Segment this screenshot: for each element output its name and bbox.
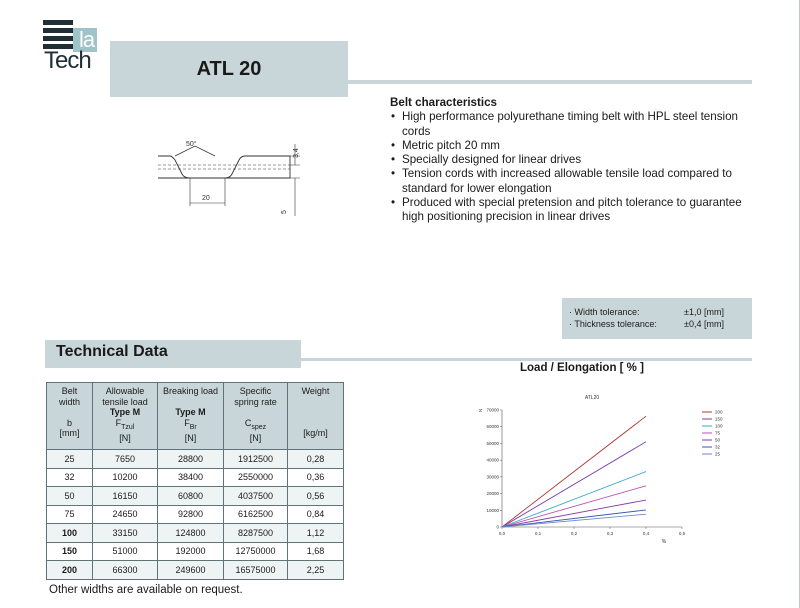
width-tolerance bbox=[569, 306, 752, 318]
belt-profile-drawing bbox=[150, 136, 305, 224]
legend-label: 50 bbox=[715, 437, 721, 443]
title-box bbox=[110, 41, 348, 97]
thickness-tolerance-label: · Thickness tolerance: bbox=[569, 319, 657, 329]
series-line-50 bbox=[502, 500, 646, 527]
company-logo bbox=[43, 20, 97, 72]
x-tick-label: 0,5 bbox=[678, 531, 686, 536]
characteristics-heading: Belt characteristics bbox=[390, 96, 497, 109]
col-belt-width: Belt width b [mm] bbox=[47, 383, 93, 450]
y-tick-label: 30000 bbox=[486, 474, 499, 480]
y-tick-label: 60000 bbox=[486, 424, 499, 430]
y-tick-label: 10000 bbox=[486, 507, 499, 513]
y-tick-label: 0 bbox=[496, 524, 499, 530]
thickness-tolerance-value: ±0,4 [mm] bbox=[684, 319, 724, 329]
table-row: 150 51000 192000 12750000 1,68 bbox=[47, 542, 344, 561]
y-tick-label: 40000 bbox=[486, 457, 499, 463]
thickness-tolerance bbox=[569, 318, 752, 330]
series-line-150 bbox=[502, 442, 646, 527]
characteristic-item: • Specially designed for linear drives bbox=[390, 153, 752, 167]
x-tick-label: 0,2 bbox=[570, 531, 578, 536]
footnote: Other widths are available on request. bbox=[49, 584, 243, 596]
characteristic-item: • Metric pitch 20 mm bbox=[390, 139, 752, 153]
legend-label: 32 bbox=[715, 444, 721, 450]
width-tolerance-value: ±1,0 [mm] bbox=[684, 307, 724, 317]
load-elongation-chart bbox=[470, 385, 730, 555]
table-row: 100 33150 124800 8287500 1,12 bbox=[47, 524, 344, 543]
table-row: 25 7650 28800 1912500 0,28 bbox=[47, 450, 344, 469]
legend-label: 150 bbox=[715, 416, 723, 422]
height-label: 3,4 bbox=[293, 148, 300, 158]
chart-heading: Load / Elongation [ % ] bbox=[520, 362, 644, 374]
pitch-label: 20 bbox=[202, 195, 210, 202]
col-allowable-load: Allowable tensile load Type M $F_{Tzul}$ [N] bbox=[93, 383, 158, 450]
y-tick-label: 20000 bbox=[486, 491, 499, 497]
total-height-label: 5 bbox=[281, 210, 288, 214]
legend-label: 100 bbox=[715, 423, 723, 429]
characteristic-item: • Tension cords with increased allowable tensile load compared to standard for lower elongation bbox=[390, 167, 752, 196]
belt-outline bbox=[158, 156, 290, 178]
characteristic-item: • High performance polyurethane timing belt with HPL steel tension cords bbox=[390, 110, 752, 139]
tolerance-box bbox=[562, 298, 752, 339]
x-axis-label: % bbox=[661, 539, 667, 545]
technical-data-heading: Technical Data bbox=[56, 343, 168, 360]
angle-label: 50° bbox=[186, 141, 197, 148]
x-tick-label: 0,1 bbox=[534, 531, 542, 536]
logo-prefix: la bbox=[79, 27, 95, 52]
characteristics-list bbox=[390, 110, 752, 224]
y-axis-label: N bbox=[478, 408, 483, 412]
width-tolerance-label: · Width tolerance: bbox=[569, 307, 640, 317]
legend-label: 200 bbox=[715, 409, 723, 415]
logo-word: Tech bbox=[44, 47, 91, 74]
series-line-200 bbox=[502, 416, 646, 527]
characteristic-item: • Produced with special pretension and pitch tolerance to guarantee high positioning precision in linear drives bbox=[390, 196, 752, 225]
x-tick-label: 0,4 bbox=[642, 531, 650, 536]
technical-data-header bbox=[45, 340, 301, 368]
y-tick-label: 50000 bbox=[486, 440, 499, 446]
y-tick-label: 70000 bbox=[486, 407, 499, 413]
table-row: 75 24650 92800 6162500 0,84 bbox=[47, 505, 344, 524]
legend-label: 25 bbox=[715, 451, 721, 457]
table-row: 200 66300 249600 16575000 2,25 bbox=[47, 561, 344, 580]
col-spring-rate: Specific spring rate $C_{spez}$ [N] bbox=[224, 383, 288, 450]
col-weight: Weight [kg/m] bbox=[288, 383, 344, 450]
chart-title: ATL20 bbox=[584, 395, 600, 401]
belt-characteristics bbox=[390, 96, 752, 225]
legend-label: 75 bbox=[715, 430, 721, 436]
table-header-row bbox=[47, 383, 344, 450]
x-tick-label: 0,3 bbox=[606, 531, 614, 536]
table-row: 50 16150 60800 4037500 0,56 bbox=[47, 487, 344, 506]
page-title: ATL 20 bbox=[196, 57, 262, 80]
table-row: 32 10200 38400 2550000 0,36 bbox=[47, 468, 344, 487]
x-tick-label: 0,0 bbox=[498, 531, 506, 536]
technical-data-table bbox=[46, 382, 344, 580]
col-breaking-load: Breaking load Type M $F_{Br}$ [N] bbox=[158, 383, 224, 450]
